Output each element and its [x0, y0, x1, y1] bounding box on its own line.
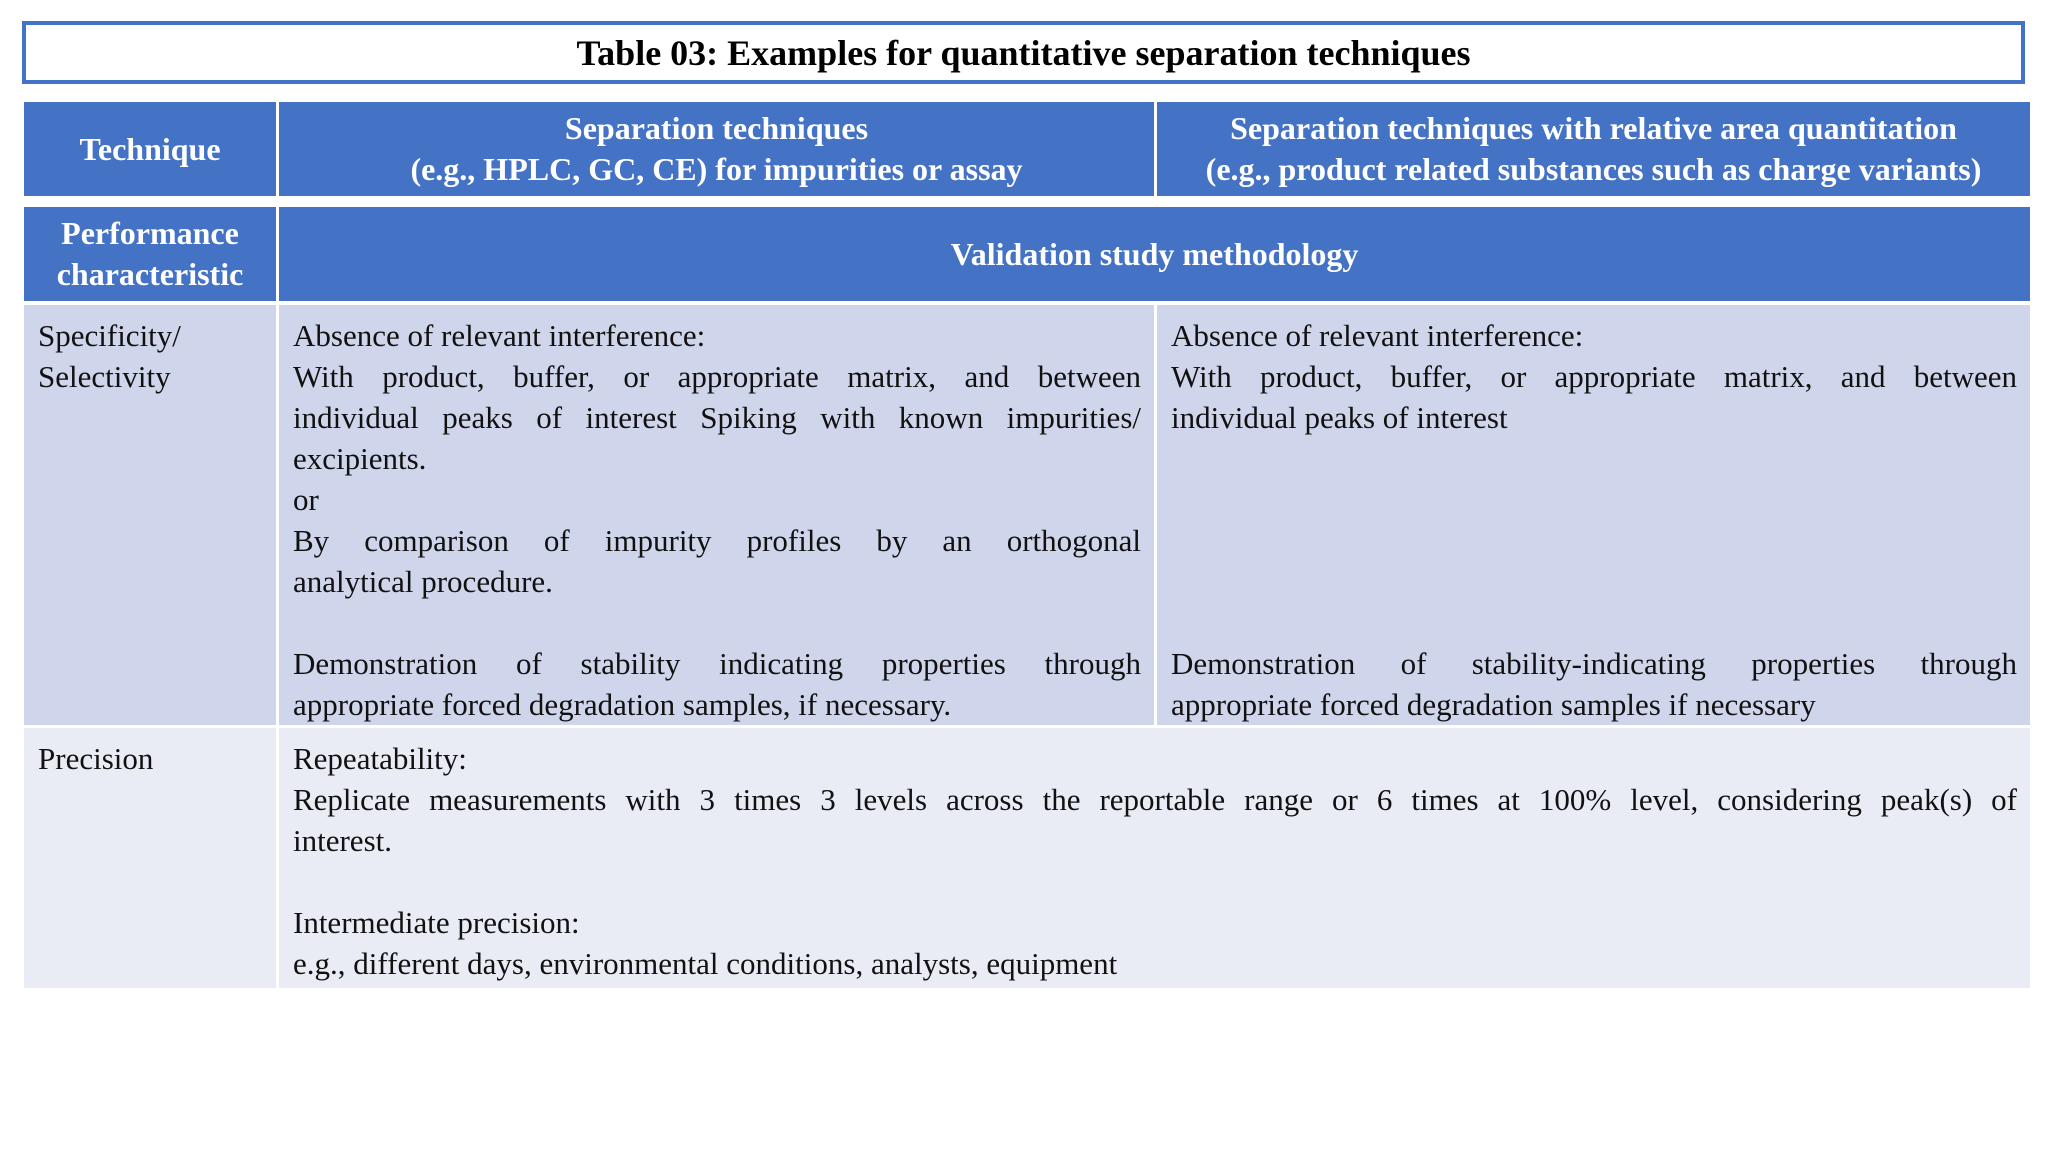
cell-text-line: Demonstration of stability-indicating properties through	[1171, 646, 2017, 681]
header-methodology-label: Validation study methodology	[950, 235, 1359, 272]
row-label-line: Selectivity	[38, 359, 171, 394]
cell-text-line: or	[293, 482, 319, 517]
header-validation-methodology	[279, 207, 2030, 301]
header-col1-line2: (e.g., HPLC, GC, CE) for impurities or assay	[410, 151, 1023, 187]
header-separation-techniques	[279, 102, 1154, 196]
cell-text-line: Absence of relevant interference:	[293, 318, 706, 353]
header-col1-line1: Separation techniques	[564, 110, 869, 146]
header-col2-line1: Separation techniques with relative area quantitation	[1230, 110, 1957, 146]
cell-text-line: appropriate forced degradation samples if necessary	[1171, 687, 1816, 722]
cell-text-line: individual peaks of interest Spiking with known impurities/	[293, 400, 1141, 435]
specificity-relative-area-cell	[1157, 305, 2030, 725]
cell-text-line: excipients.	[293, 441, 427, 476]
header-relative-area-techniques	[1157, 102, 2030, 196]
validation-table	[24, 102, 2030, 988]
row-label-line: Precision	[38, 741, 154, 776]
header-technique	[24, 102, 276, 196]
row-label-precision	[24, 728, 276, 988]
cell-text-line: Intermediate precision:	[293, 905, 580, 940]
cell-text-line: appropriate forced degradation samples, if necessary.	[293, 687, 952, 722]
cell-text-line: Absence of relevant interference:	[1171, 318, 1584, 353]
precision-cell	[279, 728, 2030, 988]
cell-text-line: With product, buffer, or appropriate matrix, and between	[1171, 359, 2017, 394]
specificity-separation-cell	[279, 305, 1154, 725]
cell-text-line: Repeatability:	[293, 741, 467, 776]
table-title: Table 03: Examples for quantitative separation techniques	[22, 21, 2025, 84]
cell-text-line: e.g., different days, environmental conditions, analysts, equipment	[293, 946, 1118, 981]
header-performance-characteristic	[24, 207, 276, 301]
cell-text-line: individual peaks of interest	[1171, 400, 1508, 435]
cell-text-line: Replicate measurements with 3 times 3 levels across the reportable range or 6 times at 100% level, considering peak(s) of	[293, 782, 2017, 817]
header-performance-line1: Performance	[61, 215, 239, 251]
cell-text-line: Demonstration of stability indicating properties through	[293, 646, 1141, 681]
header-technique-label: Technique	[79, 130, 221, 167]
header-col2-line2: (e.g., product related substances such as charge variants)	[1205, 151, 1982, 187]
cell-text-line: analytical procedure.	[293, 564, 553, 599]
cell-text-line: interest.	[293, 823, 392, 858]
row-label-line: Specificity/	[38, 318, 181, 353]
cell-text-line: By comparison of impurity profiles by an orthogonal	[293, 523, 1141, 558]
row-label-specificity	[24, 305, 276, 725]
header-performance-line2: characteristic	[56, 256, 244, 292]
cell-text-line: With product, buffer, or appropriate matrix, and between	[293, 359, 1141, 394]
